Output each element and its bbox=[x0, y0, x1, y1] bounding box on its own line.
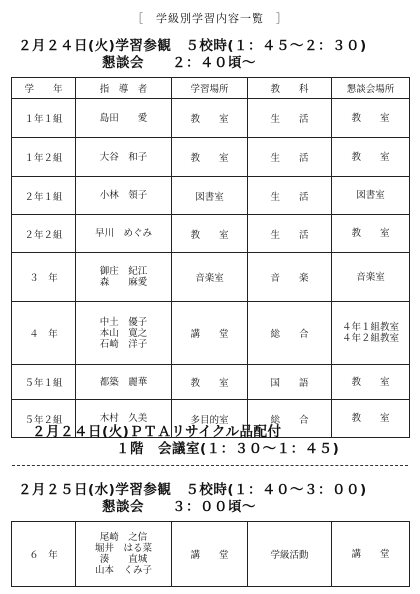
teacher-line: 木村 久美 bbox=[99, 413, 148, 424]
place-cell: 教 室 bbox=[172, 138, 248, 177]
place-cell: 教 室 bbox=[172, 215, 248, 253]
teacher-cell bbox=[76, 253, 172, 302]
teacher-line: 大谷 和子 bbox=[99, 151, 148, 163]
place-cell: 教 室 bbox=[172, 99, 248, 138]
grade-cell: １年１組 bbox=[12, 99, 76, 138]
meeting-room-cell bbox=[332, 99, 410, 138]
teacher-line: 森 麻愛 bbox=[99, 277, 148, 288]
teacher-cell bbox=[76, 177, 172, 215]
teacher-line: 早川 めぐみ bbox=[94, 228, 152, 239]
subject-cell: 生 活 bbox=[248, 138, 332, 177]
teacher-line: 本山 寛之 bbox=[99, 327, 148, 339]
meeting-room-cell bbox=[332, 302, 410, 365]
meeting-room-cell bbox=[332, 253, 410, 302]
section2-event: ２月２４日(火)ＰＴＡリサイクル品配付 bbox=[32, 424, 282, 440]
subject-cell: 生 活 bbox=[248, 99, 332, 138]
header-teacher: 指 導 者 bbox=[76, 78, 172, 99]
teacher-line: 湊 直城 bbox=[99, 554, 148, 565]
meeting-room-line: 教 室 bbox=[351, 151, 390, 163]
meeting-room-cell bbox=[332, 400, 410, 438]
meeting-room-line: ４年２組教室 bbox=[341, 333, 399, 344]
grade-cell: ３ 年 bbox=[12, 253, 76, 302]
meeting-room-cell bbox=[332, 365, 410, 400]
class-schedule-table bbox=[11, 77, 410, 438]
subject-cell: 総 合 bbox=[248, 302, 332, 365]
section1-schedule: ２月２４日(火)学習参観 ５校時(１：４５〜２：３０) bbox=[18, 38, 367, 54]
grade-cell: ５年２組 bbox=[12, 400, 76, 438]
table-row bbox=[12, 365, 410, 400]
subject-cell: 学級活動 bbox=[248, 522, 332, 587]
place-cell: 講 堂 bbox=[172, 522, 248, 587]
grade-cell: ４ 年 bbox=[12, 302, 76, 365]
meeting-room-line: 音楽室 bbox=[356, 271, 385, 283]
grade-cell: ６ 年 bbox=[12, 522, 76, 587]
grade-cell: １年２組 bbox=[12, 138, 76, 177]
place-cell: 教 室 bbox=[172, 365, 248, 400]
teacher-line: 山本 くみ子 bbox=[94, 565, 152, 576]
section3-schedule: ２月２５日(水)学習参観 ５校時(１：４０〜３：００) bbox=[18, 482, 367, 498]
section1-meeting: 懇談会 ２：４０頃〜 bbox=[102, 55, 256, 71]
subject-cell: 生 活 bbox=[248, 177, 332, 215]
teacher-cell bbox=[76, 365, 172, 400]
grade-cell: ２年２組 bbox=[12, 215, 76, 253]
grade-cell: ５年１組 bbox=[12, 365, 76, 400]
meeting-room-line: 教 室 bbox=[351, 112, 390, 124]
teacher-cell bbox=[76, 99, 172, 138]
place-cell: 音楽室 bbox=[172, 253, 248, 302]
table-row bbox=[12, 215, 410, 253]
table-row bbox=[12, 302, 410, 365]
teacher-cell bbox=[76, 522, 172, 587]
teacher-cell bbox=[76, 215, 172, 253]
subject-cell: 国 語 bbox=[248, 365, 332, 400]
section3-meeting: 懇談会 ３：００頃〜 bbox=[102, 499, 256, 515]
dashed-divider bbox=[12, 465, 408, 466]
teacher-line: 小林 領子 bbox=[99, 190, 148, 201]
header-subject: 教 科 bbox=[248, 78, 332, 99]
teacher-line: 御庄 紀江 bbox=[99, 266, 148, 277]
table-row bbox=[12, 99, 410, 138]
table-header-row bbox=[12, 78, 410, 99]
meeting-room-line: 教 室 bbox=[351, 376, 390, 388]
header-meeting-room: 懇談会場所 bbox=[332, 78, 410, 99]
meeting-room-line: 教 室 bbox=[351, 413, 390, 424]
teacher-line: 中土 優子 bbox=[99, 316, 148, 328]
teacher-line: 石崎 洋子 bbox=[99, 338, 148, 350]
teacher-line: 都築 麗華 bbox=[99, 376, 148, 388]
grade-cell: ２年１組 bbox=[12, 177, 76, 215]
meeting-room-cell bbox=[332, 138, 410, 177]
teacher-cell bbox=[76, 302, 172, 365]
place-cell: 多目的室 bbox=[172, 400, 248, 438]
meeting-room-cell bbox=[332, 177, 410, 215]
meeting-room-line: 教 室 bbox=[351, 228, 390, 239]
subject-cell: 生 活 bbox=[248, 215, 332, 253]
meeting-room-cell bbox=[332, 215, 410, 253]
header-place: 学習場所 bbox=[172, 78, 248, 99]
meeting-room-line: ４年１組教室 bbox=[341, 322, 399, 333]
teacher-line: 堀井 はる菜 bbox=[94, 543, 152, 554]
meeting-room-line: 講 堂 bbox=[351, 548, 390, 560]
meeting-room-line: 図書室 bbox=[356, 190, 385, 201]
section2-location: １階 会議室(１：３０〜１：４５) bbox=[116, 441, 340, 457]
header-grade: 学 年 bbox=[12, 78, 76, 99]
meeting-room-cell bbox=[332, 522, 410, 587]
sixth-grade-table bbox=[11, 521, 410, 587]
table-row bbox=[12, 253, 410, 302]
subject-cell: 総 合 bbox=[248, 400, 332, 438]
table-row bbox=[12, 177, 410, 215]
teacher-line: 島田 愛 bbox=[99, 112, 148, 124]
teacher-line: 尾崎 之信 bbox=[99, 532, 148, 543]
teacher-cell bbox=[76, 138, 172, 177]
table-row bbox=[12, 522, 410, 587]
subject-cell: 音 楽 bbox=[248, 253, 332, 302]
page-title: ［ 学級別学習内容一覧 ］ bbox=[132, 12, 288, 25]
place-cell: 講 堂 bbox=[172, 302, 248, 365]
table-row bbox=[12, 138, 410, 177]
place-cell: 図書室 bbox=[172, 177, 248, 215]
